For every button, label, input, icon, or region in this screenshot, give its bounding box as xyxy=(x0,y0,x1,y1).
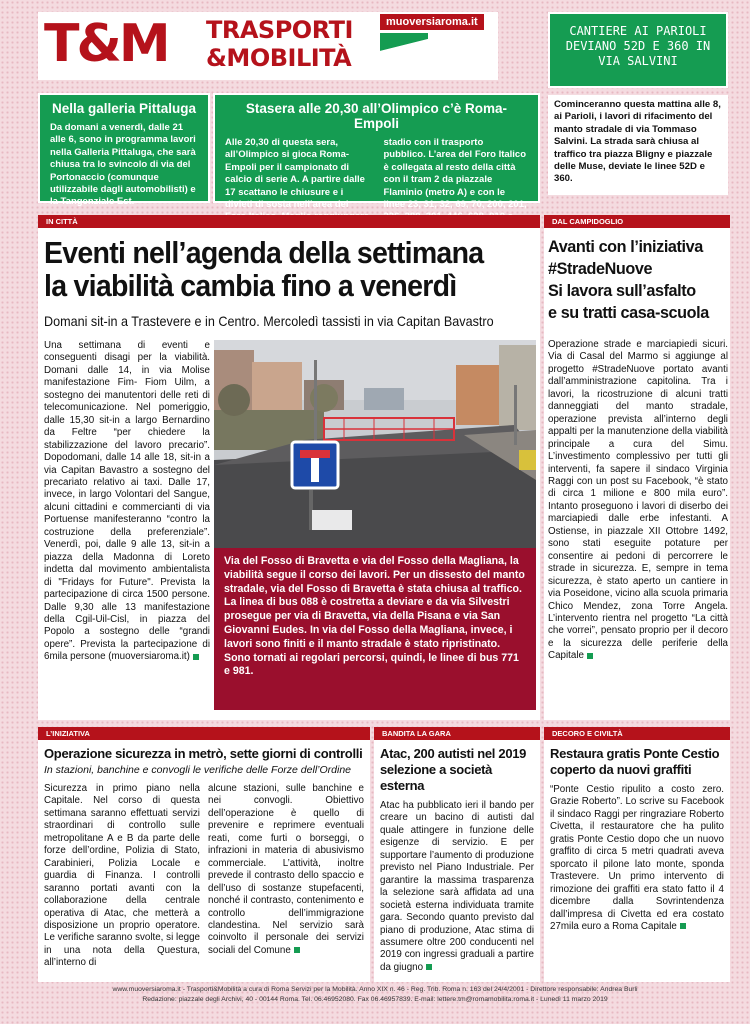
cestio-body: “Ponte Cestio ripulito a costo zero. Grazie Roberto”. Lo scrive su Facebook il sindaco Raggi per ringraziare Roberto Civetta, il restauratore che ha pulito gratis Ponte Cestio dopo che un nuovo graffito di circa 5 metri quadrati aveva sporcato il pilone lato monte, sponda Trastevere. Un primo intervento di rimozione dei graffiti era stato fatto il 4 dicembre dalla Sovrintendenza dall’impresa di Civetta ed era costato 27mila euro a Roma Capitale xyxy=(550,784,724,932)
section-tag-gara: BANDITA LA GARA xyxy=(374,727,540,740)
logo-title-line2: &MOBILITÀ xyxy=(206,44,352,72)
olimpico-col2: stadio con il trasporto pubblico. L’area del Foro Italico è collegata al resto della città con il tram 2 da piazzale Flaminio (metro A) e con le linee 23, 31, 32, 69, 70, 200, 201, xyxy=(383,137,527,211)
olimpico-box xyxy=(213,93,540,211)
main-headline-line1: Eventi nell’agenda della settimana xyxy=(44,235,484,270)
olimpico-title: Stasera alle 20,30 all’Olimpico c’è Roma-Empoli xyxy=(245,101,508,131)
main-body-text xyxy=(44,340,210,664)
end-square-icon xyxy=(294,947,300,953)
main-body: Una settimana di eventi e conseguenti disagi per la viabilità. Domani dalle 14, in via Molise manifestazione Fim- Fiom Uilm, a sostegno dei manutentori delle reti di telecomunicazione. Nel pomeriggio, dalle 15,30 sit-in a largo Bernardino da Feltre “per chiedere la stabilizzazione del lavoro precario”. Dopodomani, dalle 14 alle 18, sit-in a via Capitan Bavastro a sostegno del precariato relativo ai taxi. Dalle 17, invece, in largo Volontari del Sangue, alcuni cittadini e commercianti di via Portuense manifesteranno “contro la costruzione della preferenziale”. Venerdì, poi, dalle 9 alle 13, sit-in a piazza della Madonna di Loreto indetta dal movimento ambientalista di "Fridays for Future". Prevista la partecipazione di circa 1500 persone. Dalle 9,30 alle 13 manifestazione della Cgil-Uil-Cisl, in piazza del Popolo a sostegno delle “grandi opere”. Prevista la partecipazione di 6mila persone (muoversiaroma.it) xyxy=(44,340,210,663)
pittaluga-box xyxy=(38,93,210,208)
side-body: Operazione strade e marciapiedi sicuri. Via di Casal del Marmo si aggiunge al progetto #StradeNuove portato avanti dall’amministrazione capitolina. Tra i lavori, la ricostruzione di alcuni tratti danneggiati del manto stradale, operazione prevista all’interno degli appalti per la manutenzione della viabilità principale a cura del Simu. L’investimento complessivo per tutti gli interventi, fa sapere il sindaco Virginia Raggi con un post su Facebook, “è stato di circa 1 milione e 800 mila euro”. Intanto proseguono i lavori di diserbo dei marciapiedi dalle erbe infestanti. A Ostiense, in piazzale XII Ottobre 1492, sono stati eseguite potature per consentire ai pedoni di percorrere le strade in sicurezza. E, sempre in tema sicurezza, è stato aperto un cantiere in via Poseidone, vicino alla scuola primaria Chico Mendez, zona Torre Angela. L’intervento rientra nel progetto “La città che vorrei”, pensato proprio per il decoro e la sicurezza delle periferie della Capitale xyxy=(548,339,728,662)
road-works-photo xyxy=(214,340,536,548)
cestio-article xyxy=(544,727,730,982)
footer-line2: Redazione: piazzale degli Archivi, 40 - 00144 Roma. Tel. 06.46952080. Fax 06.46957839. E-mail: lettere.tm@romamobilita.roma.it - Lunedì 11 marzo 2019 xyxy=(142,996,608,1003)
end-square-icon xyxy=(193,654,199,660)
parioli-text: Cominceranno questa mattina alle 8, ai Parioli, i lavori di rifacimento del manto stradale di via Tommaso Salvini. La strada sarà chiusa al traffico tra piazza Bligny e piazzale delle Muse, deviate le linee 52D e 360. xyxy=(548,95,728,195)
metro-subtitle: In stazioni, banchine e convogli le verifiche delle Forze dell’Ordine xyxy=(44,764,352,776)
section-tag-campidoglio: DAL CAMPIDOGLIO xyxy=(544,215,730,228)
atac-body-wrap xyxy=(380,800,534,974)
side-body-text xyxy=(548,339,728,663)
atac-title: Atac, 200 autisti nel 2019 selezione a società esterna xyxy=(380,746,527,793)
main-subhead: Domani sit-in a Trastevere e in Centro. Mercoledì tassisti in via Capitan Bavastro xyxy=(44,313,494,329)
main-headline xyxy=(44,236,504,302)
parioli-headline-box xyxy=(548,12,728,88)
section-tag-iniziativa: L’INIZIATIVA xyxy=(38,727,370,740)
side-title-line4: e su tratti casa-scuola xyxy=(548,304,709,322)
atac-body: Atac ha pubblicato ieri il bando per creare un bacino di autisti dal quale attingere in funzione delle esigenze di servizio. E per supportare l’aumento di produzione previsto nel Piano Industriale. Per garantire la massima trasparenza la selezione sarà affidata ad una società esterna individuata tramite gara. Secondo quanto previsto dal piano di produzione, Atac stima di assumere oltre 200 conducenti nel 2019 con ingressi graduali a partire da giugno xyxy=(380,800,534,973)
footer xyxy=(0,985,750,1005)
main-headline-line2: la viabilità cambia fino a venerdì xyxy=(44,268,457,303)
section-tag-in-citta: IN CITTÀ xyxy=(38,215,540,228)
section-tag-decoro: DECORO E CIVILTÀ xyxy=(544,727,730,740)
pittaluga-title: Nella galleria Pittaluga xyxy=(51,101,197,116)
atac-article xyxy=(374,727,540,982)
metro-title: Operazione sicurezza in metrò, sette giorni di controlli xyxy=(44,746,363,761)
cestio-title: Restaura gratis Ponte Cestio coperto da nuovi graffiti xyxy=(550,746,720,777)
italian-flag-icon xyxy=(380,33,428,51)
end-square-icon xyxy=(426,964,432,970)
footer-line1: www.muoversiaroma.it - Trasporti&Mobilità a cura di Roma Servizi per la Mobilità. Anno XIX n. 46 - Reg. Trib. Roma n. 163 del 24/4/2001 - Direttore responsabile: Andrea Burli xyxy=(112,986,638,993)
side-title-line3: Si lavora sull’asfalto xyxy=(548,282,696,300)
end-square-icon xyxy=(680,923,686,929)
side-title-line1: Avanti con l’iniziativa xyxy=(548,238,703,256)
parioli-headline: CANTIERE AI PARIOLI DEVIANO 52D E 360 IN VIA SALVINI xyxy=(565,24,711,68)
end-square-icon xyxy=(587,653,593,659)
side-title xyxy=(548,236,734,324)
logo-mark: T&M xyxy=(44,14,168,74)
pittaluga-text: Da domani a venerdì, dalle 21 alle 6, sono in programma lavori nella Galleria Pittaluga, che sarà chiusa tra lo svincolo di via del Portonaccio (comunque utilizzabile dagli automobilisti) e la Tangenziale Est. xyxy=(50,122,196,208)
metro-col1: Sicurezza in primo piano nella Capitale. Nel corso di questa settimana saranno effettuati servizi straordinari di controllo sulle metropolitane A e B da parte delle forze dell’ordine, Polizia di Stato, Carabinieri, Polizia Locale e guardia di Finanza. I controlli saranno portati avanti con la collaborazione della centrale operativa di Atac, che metterà a disposizione un proprio operatore. Le verifiche saranno svolte, si legge in una nota della Questura, all’interno di xyxy=(44,783,200,969)
cestio-body-wrap xyxy=(550,784,724,933)
side-title-line2: #StradeNuove xyxy=(548,260,653,278)
metro-col2-wrap xyxy=(208,783,364,970)
metro-col2: alcune stazioni, sulle banchine e nei convogli. Obiettivo dell’operazione è quello di prevenire e reprimere eventuali reati, come furti o borseggi, o infrazioni in materia di abusivismo commerciale. L’attività, inoltre prevede il contrasto dello spaccio e dell’uso di sostanze stupefacenti, nonché il contrasto, contenimento e controllo dell’immigrazione clandestina. Nel servizio sarà coinvolto il personale dei servizi sociali del Comune xyxy=(208,783,364,956)
photo-caption: Via del Fosso di Bravetta e via del Fosso della Magliana, la viabilità segue il corso dei lavori. Per un dissesto del manto stradale, via del Fosso di Bravetta è stata chiusa al traffico. La linea di bus 088 è costretta a deviare e da via Silvestri prosegue per via di Bravetta, via della Pisana e via San Giovanni Eudes. In via del Fosso della Magliana, invece, i lavori sono finiti e il manto stradale è stato ripristinato. Sono tornati ai regolari percorsi, quindi, le linee di bus 771 e 981. xyxy=(214,548,536,710)
logo-title-line1: TRASPORTI xyxy=(206,16,353,44)
olimpico-col1: Alle 20,30 di questa sera, all’Olimpico si gioca Roma-Empoli per il campionato di calcio di serie A. A partire dalle 17 scattano le chiusure e i divieti di sosta nell’area del xyxy=(225,137,365,211)
metro-article xyxy=(38,727,370,982)
site-url[interactable]: muoversiaroma.it xyxy=(380,14,484,30)
